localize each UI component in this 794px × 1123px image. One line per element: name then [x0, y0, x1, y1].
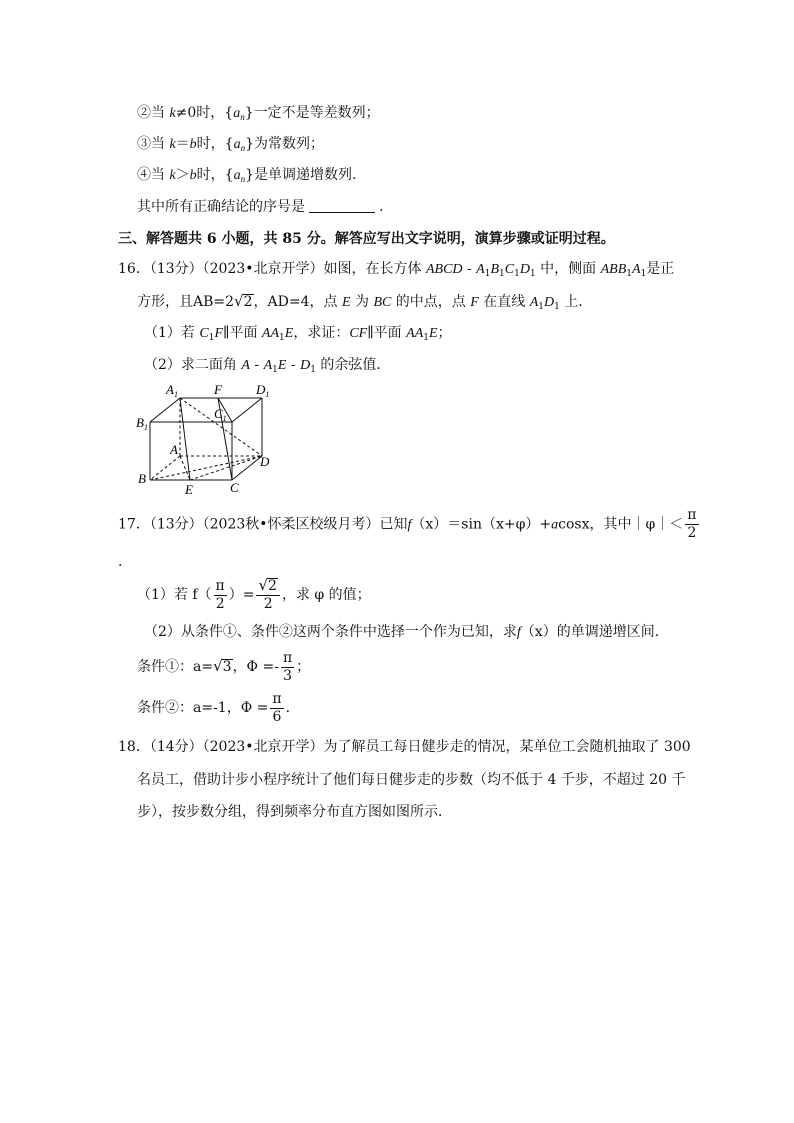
q17-part-2: （2）从条件①、条件②这两个条件中选择一个作为已知，求f（x）的单调递增区间． [144, 624, 669, 640]
q16-line-2: 方形，且AB=2√2，AD=4，点 E 为 BC 的中点，点 F 在直线 $A_1D_1$ 上． [137, 292, 593, 312]
statement-3: ③当 k＝b时，$\{a_n\}$为常数列； [137, 136, 325, 153]
section-3-heading: 三、解答题共 6 小题，共 85 分。解答应写出文字说明，演算步骤或证明过程。 [118, 231, 615, 247]
label-a: A [170, 442, 178, 457]
label-e: E [185, 482, 193, 497]
statement-4: ④当 k＞b时，$\{a_n\}$是单调递增数列. [137, 167, 357, 184]
q18-line-1: 18．（14分）（2023•北京开学）为了解员工每日健步走的情况，某单位工会随机抽取了 300 [118, 739, 691, 755]
label-c: C [230, 480, 239, 495]
segment-e-d [190, 456, 262, 480]
q16-part-2: （2）求二面角 A - $A_1E - D_1$ 的余弦值． [144, 357, 391, 375]
label-b1: $B_1$ [136, 415, 148, 432]
statement-2: ②当 k≠0时，$\{a_n\}$一定不是等差数列； [137, 105, 380, 122]
q17-line-1: 17．（13分）（2023秋•怀柔区校级月考）已知f（x）＝sin（x+φ）+acosx，其中｜φ｜＜ $\frac{\pi}{2}$ [118, 507, 697, 541]
q17-period: . [118, 554, 123, 570]
label-c1: $C_1$ [214, 406, 227, 423]
edge-b1-a1 [150, 398, 180, 422]
cuboid-figure [130, 380, 280, 498]
q17-part-1: （1）若 f（ $\frac{\pi}{2}$ ）= $\frac{√2}{2}$ ，求 φ 的值； [137, 576, 371, 612]
q17-condition-1: 条件①：a=√3，Φ =- $\frac{\pi}{3}$ ； [137, 649, 311, 684]
label-f: F [214, 382, 222, 397]
q18-line-3: 步），按步数分组，得到频率分布直方图如图所示． [137, 804, 452, 820]
segment-b-d [150, 456, 262, 480]
q16-part-1: （1）若 $C_1F\parallel$平面 $AA_1E$，求证：CF∥平面 $AA_1E$； [144, 325, 452, 343]
label-d1: $D_1$ [256, 382, 270, 399]
q18-line-2: 名员工，借助计步小程序统计了他们每日健步走的步数（均不低于 4 千步，不超过 20 千 [137, 772, 686, 788]
label-b: B [138, 471, 146, 486]
label-a1: $A_1$ [166, 382, 178, 399]
q17-condition-2: 条件②：a=-1，Φ = $\frac{\pi}{6}$ . [137, 690, 291, 725]
answer-prompt: 其中所有正确结论的序号是 . [137, 199, 384, 215]
answer-blank [309, 198, 375, 213]
label-d: D [260, 454, 270, 469]
edge-a-b [150, 456, 180, 480]
q16-line-1: 16．（13分）（2023•北京开学）如图，在长方体 ABCD - $A_1B_1C_1D_1$ 中，侧面 $ABB_1A_1$是正 [118, 261, 675, 279]
edge-c1-d1 [232, 398, 262, 422]
